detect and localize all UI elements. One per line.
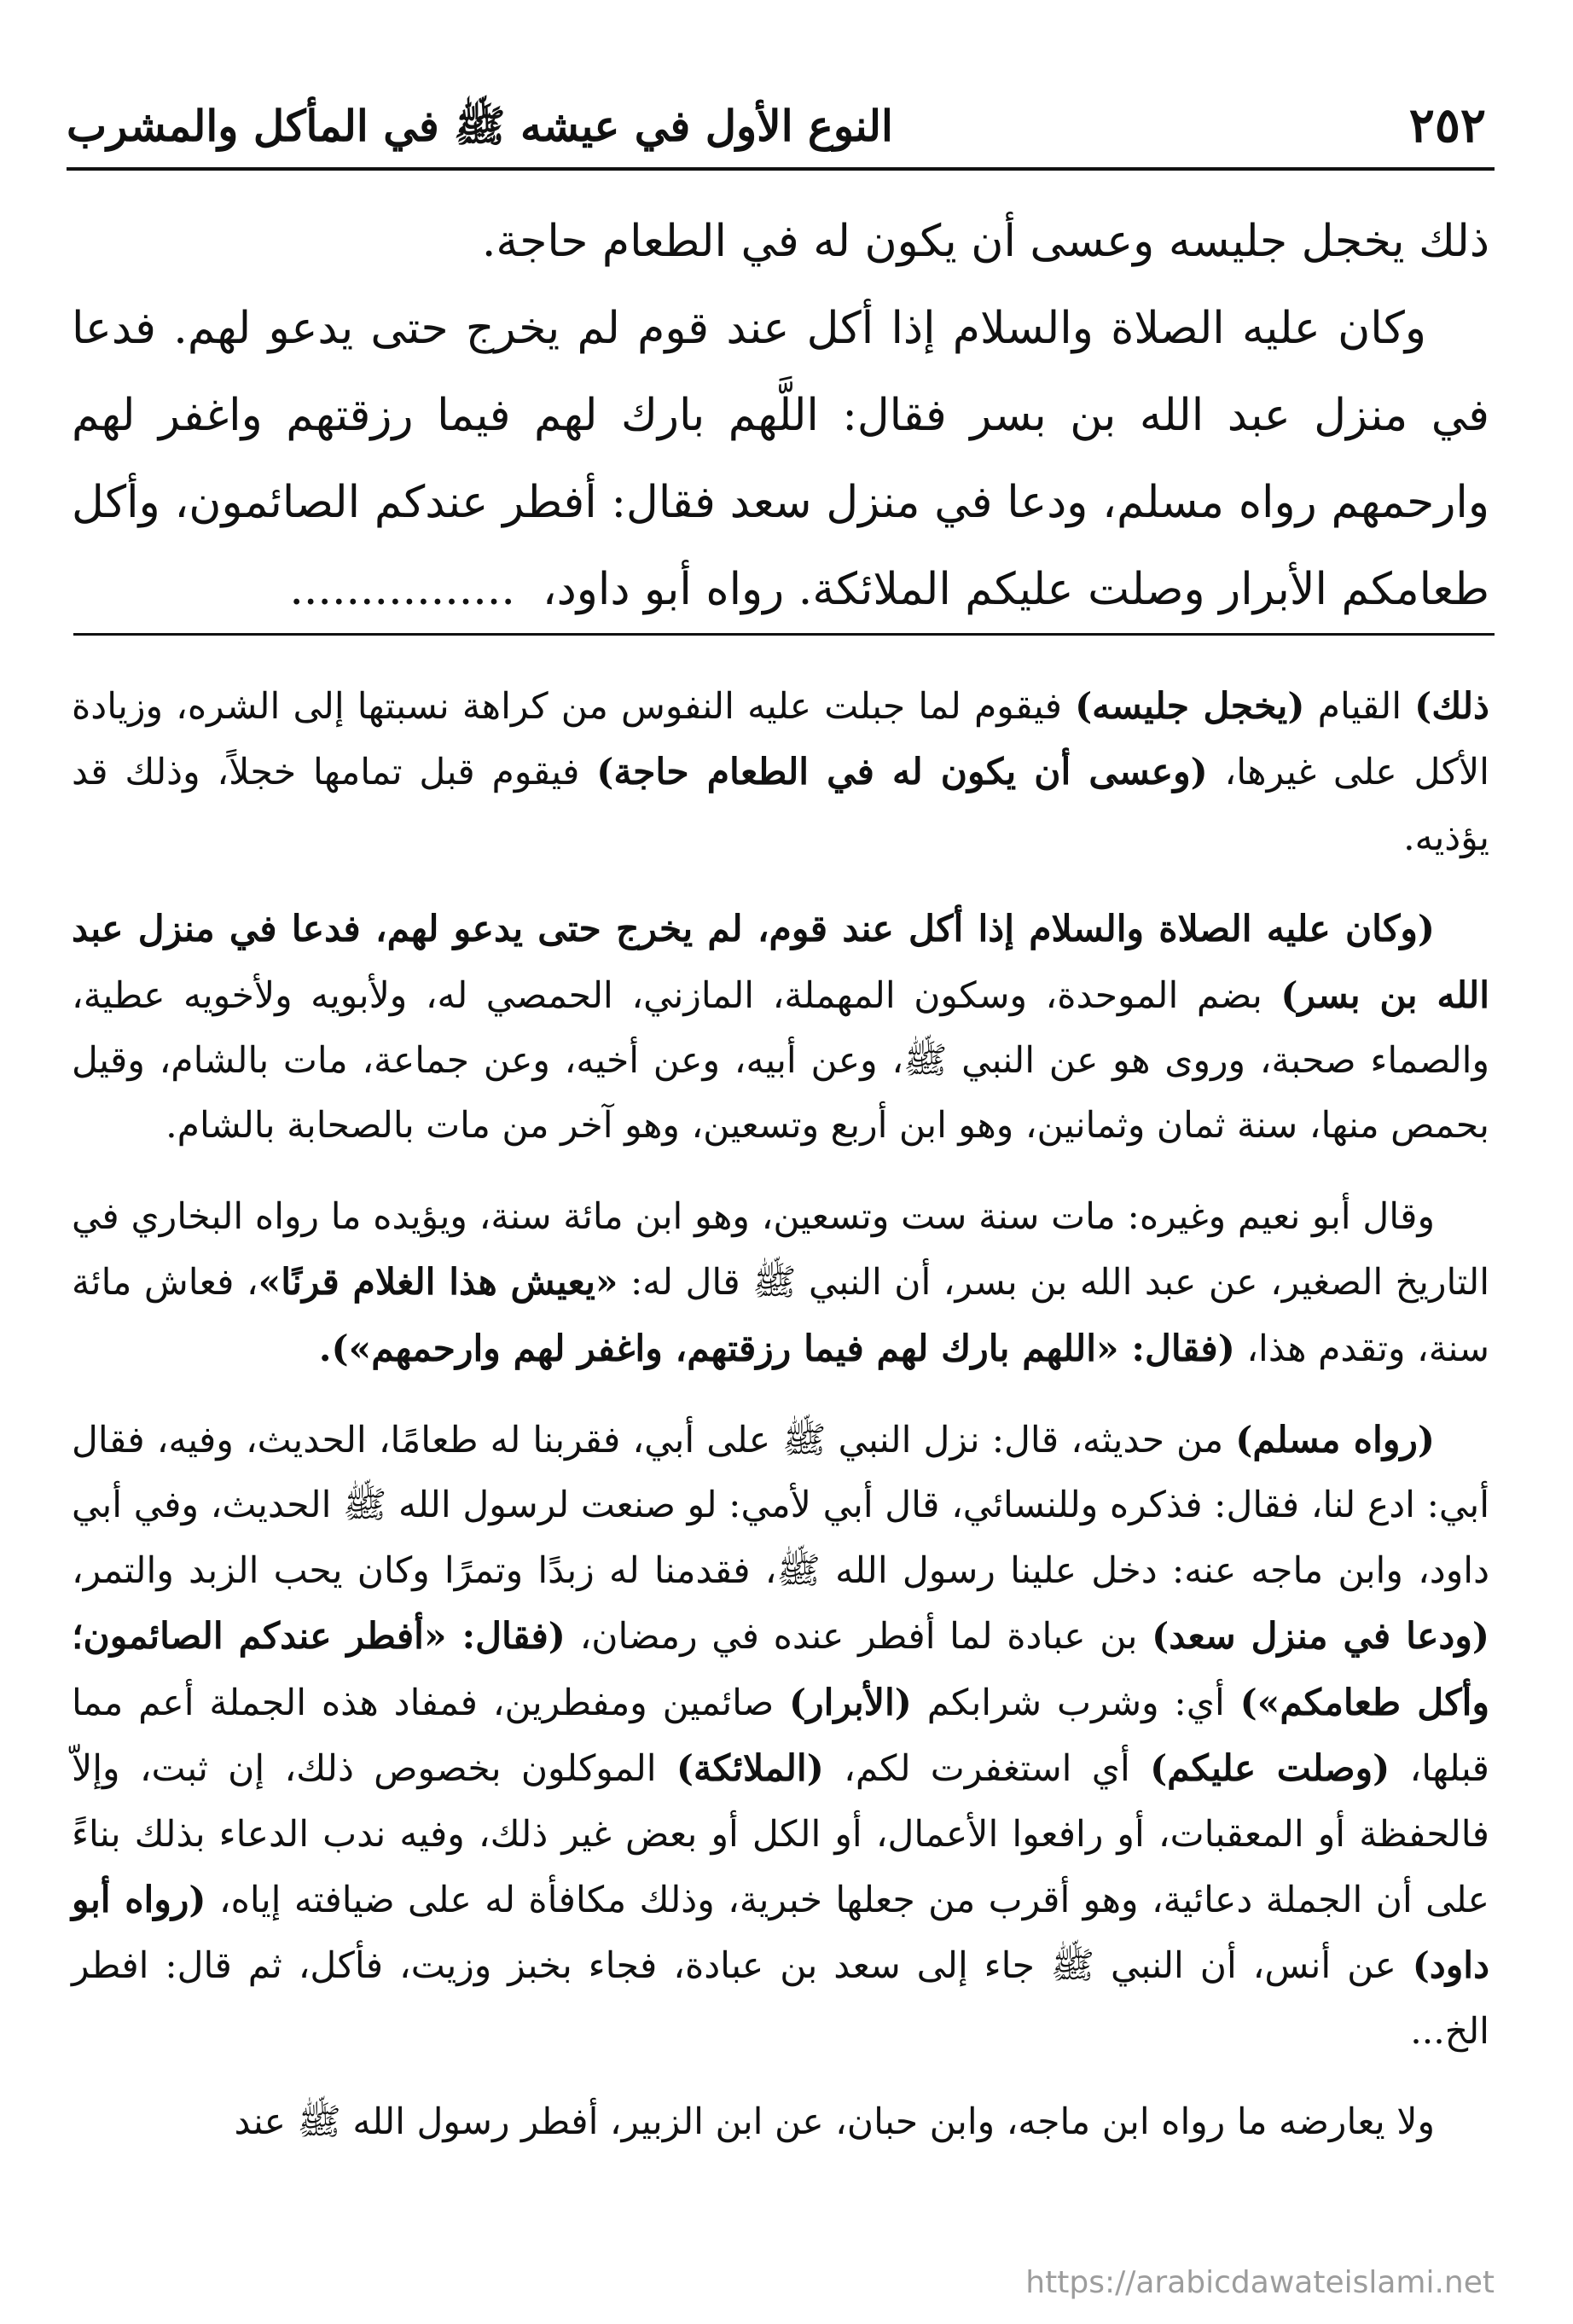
commentary-text: الموكلون بخصوص ذلك، إن ثبت، وإلاّ فالحفظة أو المعقبات، أو رافعوا الأعمال، أو الكل أو بعض غير ذلك، وفيه ندب الدعاء بذلك بناءً على أن الجملة دعائية، وهو أقرب من جعلها خبرية، وذلك مكافأة له على ضيافته إياه، — [72, 1748, 1489, 1921]
quoted-phrase: (الأبرار) — [789, 1681, 912, 1724]
commentary-text: وقال أبو نعيم وغيره: مات سنة ست وتسعين، وهو ابن مائة سنة، ويؤيده ما رواه البخاري في التاريخ الصغير، عن عبد الله بن بسر، أن النبي ﷺ قال له: — [72, 1195, 1490, 1304]
quoted-phrase: (وصلت عليكم) — [1150, 1747, 1390, 1791]
commentary-paragraph-4 — [72, 1408, 1489, 2065]
main-text-body: وكان عليه الصلاة والسلام إذا أكل عند قوم لم يخرج حتى يدعو لهم. فدعا في منزل عبد الله بن بسر فقال: اللَّهم بارك لهم فيما رزقتهم واغفر لهم وارحمهم رواه مسلم، ودعا في منزل سعد فقال: أفطر عندكم الصائمون، وأكل طعامكم الأبرار وصلت عليكم الملائكة. رواه أبو داود، — [72, 303, 1490, 615]
page-header — [67, 89, 1495, 171]
main-text-line-1: ذلك يخجل جليسه وعسى أن يكون له في الطعام حاجة. — [481, 216, 1489, 267]
commentary-paragraph-2 — [72, 897, 1489, 1159]
quoted-phrase: (فقال: «أفطر عندكم الصائمون؛ وأكل طعامكم») — [72, 1615, 1489, 1724]
commentary-text: ، فعاش مائة سنة، وتقدم هذا، — [72, 1262, 1489, 1370]
quoted-phrase: (رواه أبو داود) — [72, 1878, 1489, 1988]
page-number: ٢٥٢ — [1408, 97, 1486, 154]
quoted-phrase: ذلك) — [1414, 685, 1489, 728]
quoted-phrase: (وعسى أن يكون له في الطعام حاجة) — [596, 751, 1208, 794]
running-title: النوع الأول في عيشه ﷺ في المأكل والمشرب — [67, 101, 893, 151]
commentary-text: من حديثه، قال: نزل النبي ﷺ على أبي، فقربنا له طعامًا، الحديث، وفيه، فقال أبي: ادع لنا، فقال: فذكره وللنسائي، قال أبي لأمي: لو صنعت لرسول الله ﷺ الحديث، وفي أبي داود، وابن ماجه عنه: دخل علينا رسول الله ﷺ، فقدمنا له زبدًا وتمرًا وكان يحب الزبد والتمر، — [72, 1420, 1489, 1592]
quoted-phrase: (يخجل جليسه) — [1075, 685, 1305, 728]
commentary-text: أي استغفرت لكم، — [823, 1748, 1151, 1791]
commentary-text: ولا يعارضه ما رواه ابن ماجه، وابن حبان، عن ابن الزبير، أفطر رسول الله ﷺ عند — [234, 2101, 1435, 2144]
ellipsis-dots: ................ — [289, 564, 515, 615]
quoted-phrase: (ودعا في منزل سعد) — [1152, 1615, 1489, 1659]
quoted-phrase: (الملائكة) — [676, 1747, 824, 1791]
quoted-phrase: «يعيش هذا الغلام قرنًا» — [258, 1261, 618, 1304]
commentary-text: فيقوم قبل تمامها خجلاً، وذلك قد يؤذيه. — [72, 752, 1489, 859]
website-watermark: https://arabicdawateislami.net — [1025, 2265, 1495, 2300]
commentary-text: بضم الموحدة، وسكون المهملة، المازني، الحمصي له، ولأبويه ولأخويه عطية، والصماء صحبة، وروى هو عن النبي ﷺ، وعن أبيه، وعن أخيه، وعن جماعة، مات بالشام، وقيل بحمص منها، سنة ثمان وثمانين، وهو ابن أربع وتسعين، وهو آخر من مات بالصحابة بالشام. — [72, 974, 1489, 1147]
commentary-paragraph-5 — [72, 2090, 1489, 2155]
section-divider — [73, 633, 1495, 636]
commentary-paragraph-3 — [72, 1185, 1489, 1382]
commentary-paragraph-1 — [72, 674, 1489, 871]
quoted-phrase: (وكان عليه الصلاة والسلام إذا أكل عند قوم، لم يخرج حتى يدعو لهم، فدعا في منزل عبد الله بن بسر) — [72, 908, 1489, 1017]
commentary-text: أي: وشرب شرابكم — [911, 1682, 1240, 1724]
quoted-phrase: (فقال: «اللهم بارك لهم فيما رزقتهم، واغفر لهم وارحمهم»). — [318, 1327, 1235, 1370]
commentary — [72, 674, 1489, 2182]
commentary-text: بن عبادة لما أفطر عنده في رمضان، — [565, 1616, 1152, 1659]
commentary-text: فيقوم لما جبلت عليه النفوس من كراهة نسبتها إلى الشره، وزيادة الأكل على غيرها، — [72, 686, 1489, 794]
commentary-text: صائمين ومفطرين، فمفاد هذه الجملة أعم مما قبلها، — [72, 1682, 1489, 1791]
quoted-phrase: (رواه مسلم) — [1235, 1419, 1436, 1462]
main-text-paragraph — [72, 285, 1489, 633]
commentary-text: عن أنس، أن النبي ﷺ جاء إلى سعد بن عبادة، فجاء بخبز وزيت، فأكل، ثم قال: افطر الخ... — [72, 1945, 1489, 2053]
commentary-text: القيام — [1304, 686, 1415, 728]
main-text — [72, 198, 1489, 633]
